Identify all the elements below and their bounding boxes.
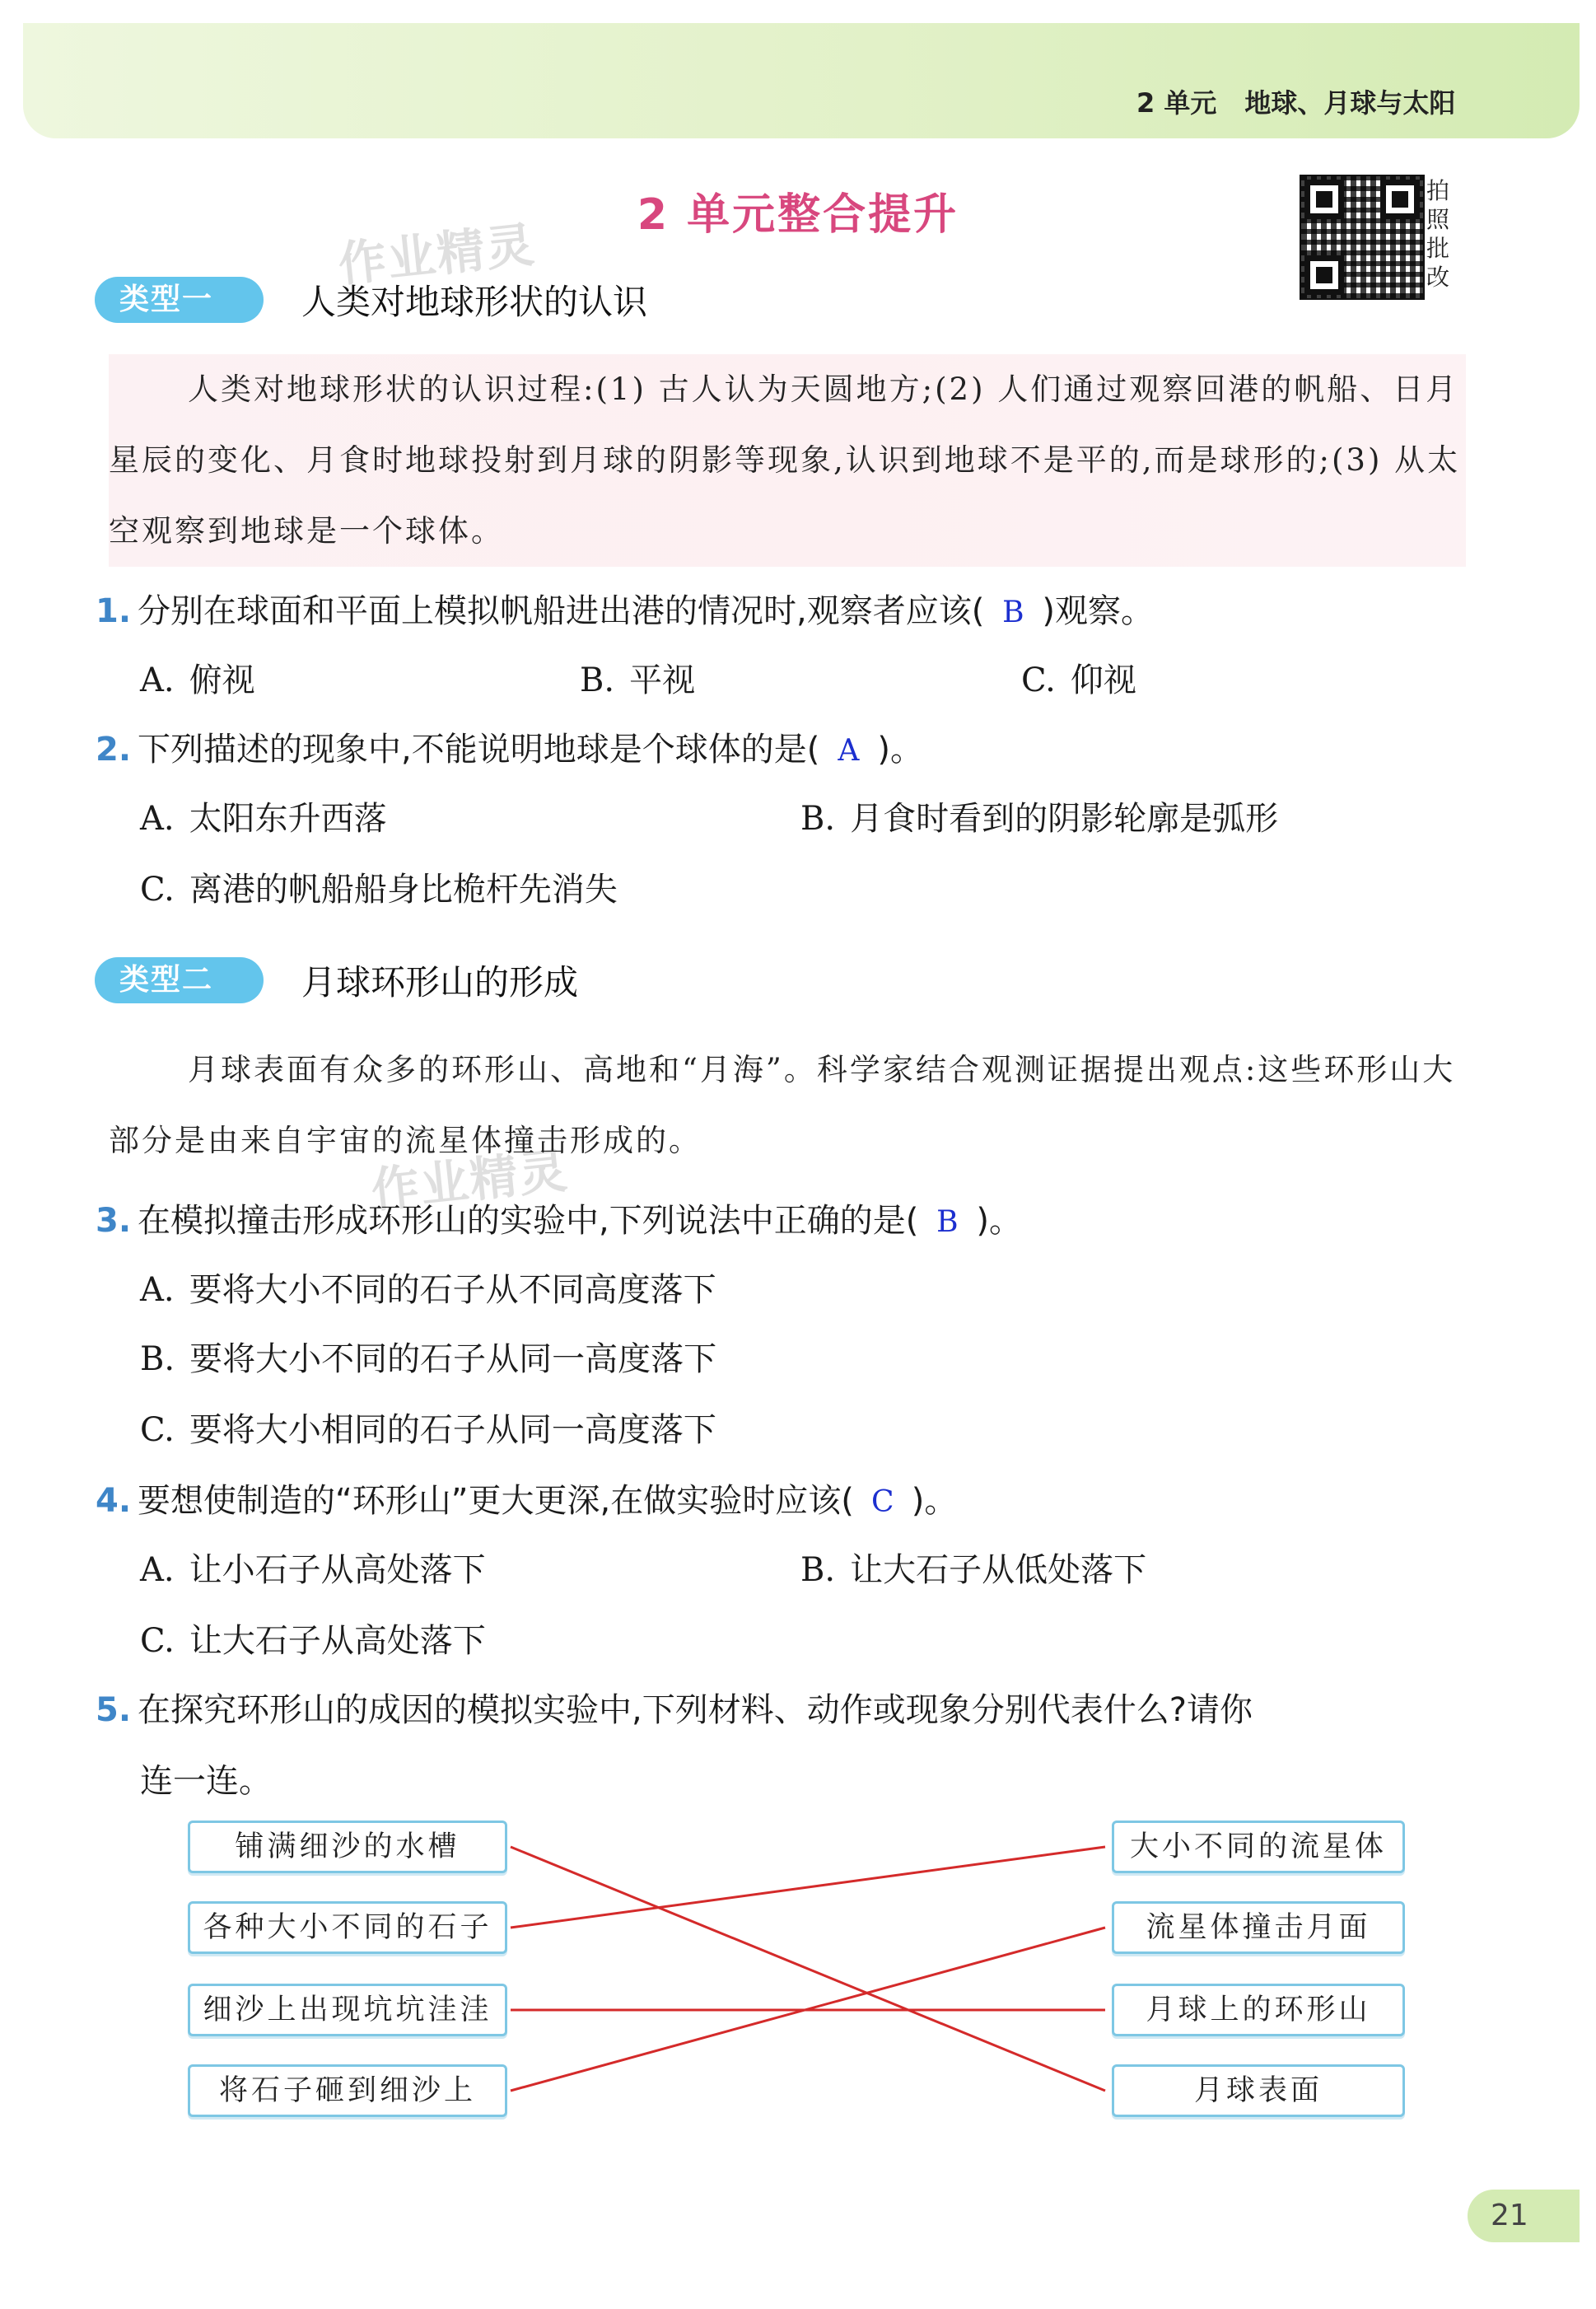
question-text: 下列描述的现象中,不能说明地球是个球体的是( (138, 731, 820, 769)
option-text: 月食时看到的阴影轮廓是弧形 (850, 800, 1279, 838)
question-number: 1. (96, 592, 132, 630)
question-number: 3. (96, 1202, 132, 1240)
answer-field[interactable]: A (838, 734, 860, 768)
watermark: 作业精灵 (335, 216, 539, 293)
option-letter: A. (140, 661, 175, 699)
option-letter: A. (140, 1271, 175, 1309)
option-text: 平视 (629, 661, 696, 699)
section-badge-2: 类型二 (95, 957, 264, 1003)
option-text: 要将大小不同的石子从不同高度落下 (189, 1271, 716, 1309)
match-line (511, 1847, 1105, 2091)
option-letter: C. (1021, 661, 1056, 699)
option-text: 要将大小相同的石子从同一高度落下 (189, 1411, 716, 1449)
question-text-end: )。 (911, 1482, 958, 1520)
match-right-item[interactable]: 月球上的环形山 (1112, 1984, 1405, 2036)
option-letter: B. (140, 1340, 175, 1378)
option-text: 让小石子从高处落下 (189, 1551, 486, 1589)
option-letter: A. (140, 1551, 175, 1589)
unit-number: 2 单元 (1136, 87, 1217, 119)
qr-caption: 拍照批改 (1426, 177, 1450, 291)
match-right-item[interactable]: 流星体撞击月面 (1112, 1901, 1405, 1954)
option-text: 离港的帆船船身比桅杆先消失 (189, 871, 618, 909)
question-text: 要想使制造的“环形山”更大更深,在做实验时应该( (138, 1482, 854, 1520)
section-title-2: 月球环形山的形成 (301, 962, 579, 1003)
section-title-1: 人类对地球形状的认识 (301, 282, 648, 322)
match-right-item[interactable]: 月球表面 (1112, 2064, 1405, 2117)
option-text: 太阳东升西落 (189, 800, 387, 838)
answer-field[interactable]: B (1002, 596, 1024, 629)
question-number: 4. (96, 1482, 132, 1520)
page-title: 2 单元整合提升 (637, 190, 959, 240)
option-letter: A. (140, 800, 175, 838)
section-intro-1: 人类对地球形状的认识过程:(1) 古人认为天圆地方;(2) 人们通过观察回港的帆船、日月星辰的变化、月食时地球投射到月球的阴影等现象,认识到地球不是平的,而是球形的;(3) 从太空观察到地球是一个球体。 (109, 354, 1466, 567)
option-text: 让大石子从高处落下 (189, 1622, 486, 1660)
option-text: 让大石子从低处落下 (850, 1551, 1147, 1589)
watermark: 作业精灵 (368, 1142, 572, 1219)
question-text: 在探究环形山的成因的模拟实验中,下列材料、动作或现象分别代表什么?请你 (138, 1691, 1253, 1729)
section-badge-1: 类型一 (95, 277, 264, 323)
page-number: 21 (1468, 2190, 1580, 2242)
question-number: 5. (96, 1691, 132, 1729)
question-number: 2. (96, 731, 132, 769)
option-text: 要将大小不同的石子从同一高度落下 (189, 1340, 717, 1378)
question-text-end: )观察。 (1042, 592, 1154, 630)
match-left-item[interactable]: 铺满细沙的水槽 (188, 1821, 507, 1873)
match-left-item[interactable]: 将石子砸到细沙上 (188, 2064, 507, 2117)
answer-field[interactable]: B (936, 1205, 959, 1239)
unit-title: 地球、月球与太阳 (1244, 87, 1456, 119)
option-letter: C. (140, 1622, 175, 1660)
match-left-item[interactable]: 各种大小不同的石子 (188, 1901, 507, 1954)
question-text: 在模拟撞击形成环形山的实验中,下列说法中正确的是( (138, 1202, 919, 1240)
option-text: 俯视 (189, 661, 255, 699)
question-text-end: )。 (976, 1202, 1022, 1240)
option-text: 仰视 (1070, 661, 1136, 699)
option-letter: C. (140, 871, 175, 909)
option-letter: B. (800, 800, 836, 838)
option-letter: B. (800, 1551, 836, 1589)
match-right-item[interactable]: 大小不同的流星体 (1112, 1821, 1405, 1873)
question-5-continued: 连一连。 (140, 1762, 272, 1800)
option-letter: B. (580, 661, 615, 699)
option-letter: C. (140, 1411, 175, 1449)
section-intro-2: 月球表面有众多的环形山、高地和“月海”。科学家结合观测证据提出观点:这些环形山大部分是由来自宇宙的流星体撞击形成的。 (109, 1052, 1456, 1158)
answer-field[interactable]: C (871, 1485, 894, 1519)
question-text-end: )。 (877, 731, 923, 769)
match-left-item[interactable]: 细沙上出现坑坑洼洼 (188, 1984, 507, 2036)
question-text: 分别在球面和平面上模拟帆船进出港的情况时,观察者应该( (138, 592, 985, 630)
match-line (511, 1847, 1105, 1928)
